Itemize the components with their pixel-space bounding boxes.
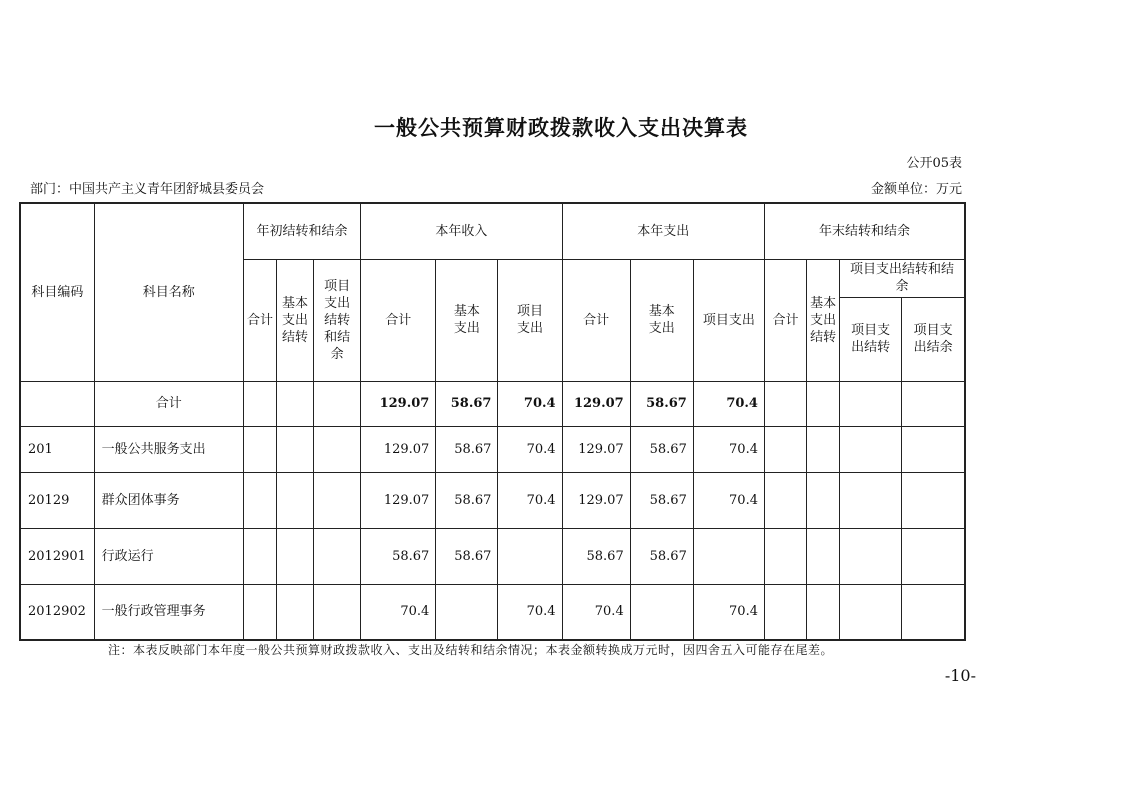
table-row — [20, 472, 965, 528]
header-row-1 — [20, 203, 965, 259]
row-name: 一般行政管理事务 — [94, 584, 243, 640]
header-income-basic: 基本支出 — [436, 259, 498, 381]
row-name: 合计 — [94, 381, 243, 426]
table-row — [20, 584, 965, 640]
row-code — [20, 381, 94, 426]
unit-label: 金额单位：万元 — [870, 182, 962, 197]
row-income-basic: 58.67 — [436, 472, 498, 528]
row-expense-total: 129.07 — [562, 381, 630, 426]
row-name: 群众团体事务 — [94, 472, 243, 528]
row-income-project: 70.4 — [498, 472, 562, 528]
page-number: -10- — [944, 666, 976, 685]
header-closing-project-carry: 项目支出结转 — [840, 297, 902, 381]
row-expense-basic — [630, 584, 693, 640]
header-expense: 本年支出 — [562, 203, 764, 259]
row-expense-project: 70.4 — [693, 381, 764, 426]
row-expense-basic: 58.67 — [630, 426, 693, 472]
row-code: 20129 — [20, 472, 94, 528]
header-income-total: 合计 — [361, 259, 436, 381]
header-closing-basic: 基本支出结转 — [807, 259, 840, 381]
row-code: 2012901 — [20, 528, 94, 584]
header-expense-basic: 基本支出 — [630, 259, 693, 381]
header-opening-basic: 基本支出结转 — [277, 259, 314, 381]
row-income-project: 70.4 — [498, 426, 562, 472]
header-opening-total: 合计 — [243, 259, 276, 381]
row-income-total: 129.07 — [361, 472, 436, 528]
row-expense-project: 70.4 — [693, 472, 764, 528]
page-title: 一般公共预算财政拨款收入支出决算表 — [374, 115, 748, 140]
row-expense-total: 70.4 — [562, 584, 630, 640]
header-name: 科目名称 — [94, 203, 243, 381]
department-label: 部门：中国共产主义青年团舒城县委员会 — [30, 182, 265, 197]
row-code: 201 — [20, 426, 94, 472]
row-expense-project: 70.4 — [693, 584, 764, 640]
table-row-total — [20, 381, 965, 426]
table-row — [20, 426, 965, 472]
row-name: 一般公共服务支出 — [94, 426, 243, 472]
row-income-basic: 58.67 — [436, 426, 498, 472]
row-income-basic — [436, 584, 498, 640]
footnote: 注：本表反映部门本年度一般公共预算财政拨款收入、支出及结转和结余情况；本表金额转换成万元时，因四舍五入可能存在尾差。 — [108, 643, 834, 657]
row-income-total: 58.67 — [361, 528, 436, 584]
header-opening-project: 项目支出结转和结余 — [314, 259, 361, 381]
header-expense-project: 项目支出 — [693, 259, 764, 381]
row-income-total: 129.07 — [361, 381, 436, 426]
row-expense-total: 129.07 — [562, 426, 630, 472]
header-income: 本年收入 — [361, 203, 562, 259]
header-code: 科目编码 — [20, 203, 94, 381]
row-income-basic: 58.67 — [436, 381, 498, 426]
table-row — [20, 528, 965, 584]
row-expense-basic: 58.67 — [630, 381, 693, 426]
row-income-total: 70.4 — [361, 584, 436, 640]
row-income-project: 70.4 — [498, 584, 562, 640]
header-closing-project-group: 项目支出结转和结余 — [840, 259, 965, 297]
header-expense-total: 合计 — [562, 259, 630, 381]
row-expense-project: 70.4 — [693, 426, 764, 472]
row-expense-basic: 58.67 — [630, 528, 693, 584]
form-number: 公开05表 — [906, 156, 962, 171]
header-closing-total: 合计 — [764, 259, 806, 381]
header-income-project: 项目支出 — [498, 259, 562, 381]
row-name: 行政运行 — [94, 528, 243, 584]
header-closing: 年末结转和结余 — [764, 203, 965, 259]
row-income-project: 70.4 — [498, 381, 562, 426]
header-opening: 年初结转和结余 — [243, 203, 360, 259]
row-expense-project — [693, 528, 764, 584]
row-expense-basic: 58.67 — [630, 472, 693, 528]
row-code: 2012902 — [20, 584, 94, 640]
row-expense-total: 58.67 — [562, 528, 630, 584]
row-expense-total: 129.07 — [562, 472, 630, 528]
header-closing-project-surplus: 项目支出结余 — [902, 297, 965, 381]
row-income-total: 129.07 — [361, 426, 436, 472]
budget-table — [19, 202, 966, 641]
row-income-basic: 58.67 — [436, 528, 498, 584]
row-income-project — [498, 528, 562, 584]
